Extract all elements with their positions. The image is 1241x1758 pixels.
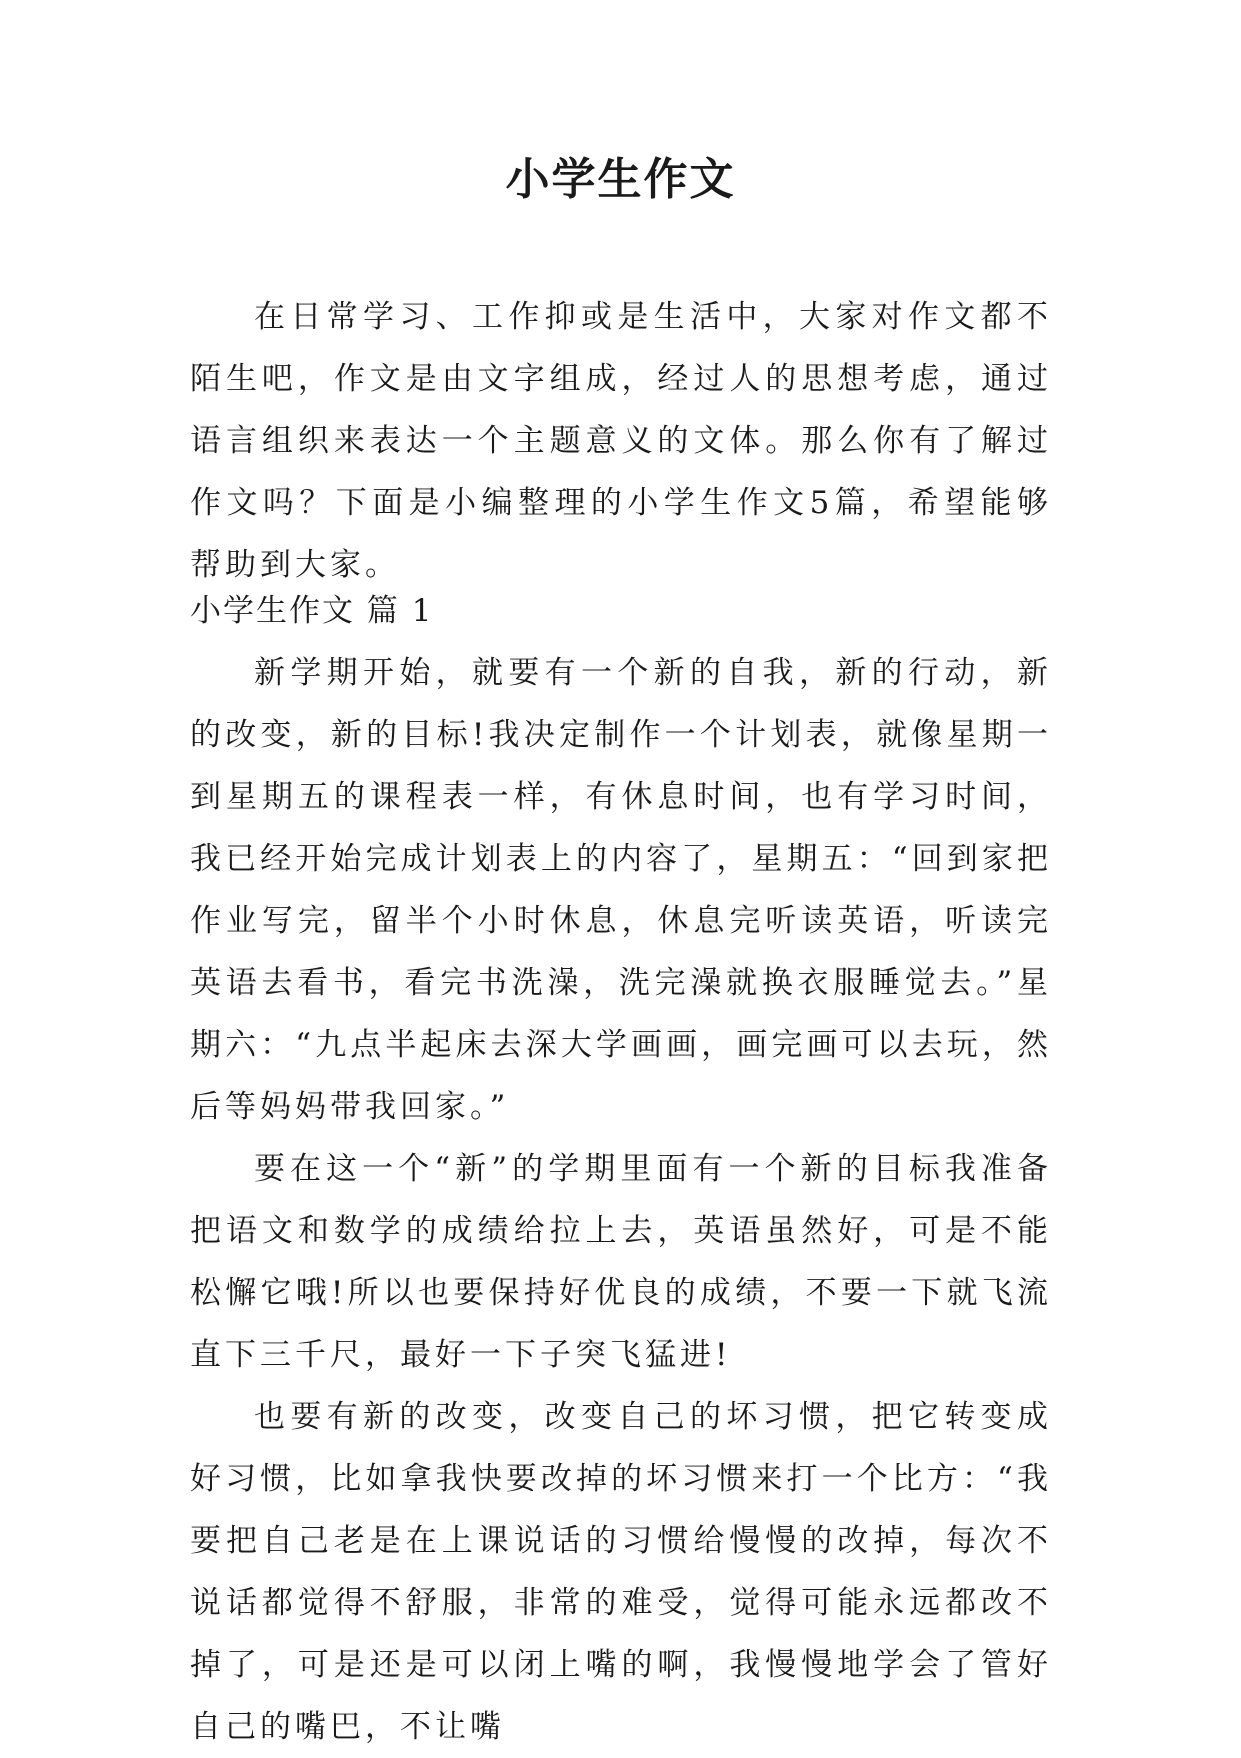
document-title: 小学生作文 <box>505 154 736 205</box>
intro-block <box>190 286 1052 596</box>
section-heading: 小学生作文 篇 1 <box>190 593 434 629</box>
paragraph-1: 新学期开始，就要有一个新的自我，新的行动，新的改变，新的目标!我决定制作一个计划表，就像星期一到星期五的课程表一样，有休息时间，也有学习时间，我已经开始完成计划表上的内容了，星期五：“回到家把作业写完，留半个小时休息，休息完听读英语，听读完英语去看书，看完书洗澡，洗完澡就换衣服睡觉去。”星期六：“九点半起床去深大学画画，画完画可以去玩，然后等妈妈带我回家。” <box>190 655 1052 1125</box>
paragraph-3: 也要有新的改变，改变自己的坏习惯，把它转变成好习惯，比如拿我快要改掉的坏习惯来打一个比方：“我要把自己老是在上课说话的习惯给慢慢的改掉，每次不说话都觉得不舒服，非常的难受，觉得可能永远都改不掉了，可是还是可以闭上嘴的啊，我慢慢地学会了管好自己的嘴巴，不让嘴 <box>190 1399 1052 1745</box>
essay-section-1 <box>190 580 1052 1758</box>
intro-paragraph: 在日常学习、工作抑或是生活中，大家对作文都不陌生吧，作文是由文字组成，经过人的思想考虑，通过语言组织来表达一个主题意义的文体。那么你有了解过作文吗？下面是小编整理的小学生作文5篇，希望能够帮助到大家。 <box>190 299 1052 583</box>
paragraph-2: 要在这一个“新”的学期里面有一个新的目标我准备把语文和数学的成绩给拉上去，英语虽然好，可是不能松懈它哦!所以也要保持好优良的成绩，不要一下就飞流直下三千尺，最好一下子突飞猛进! <box>190 1151 1052 1373</box>
